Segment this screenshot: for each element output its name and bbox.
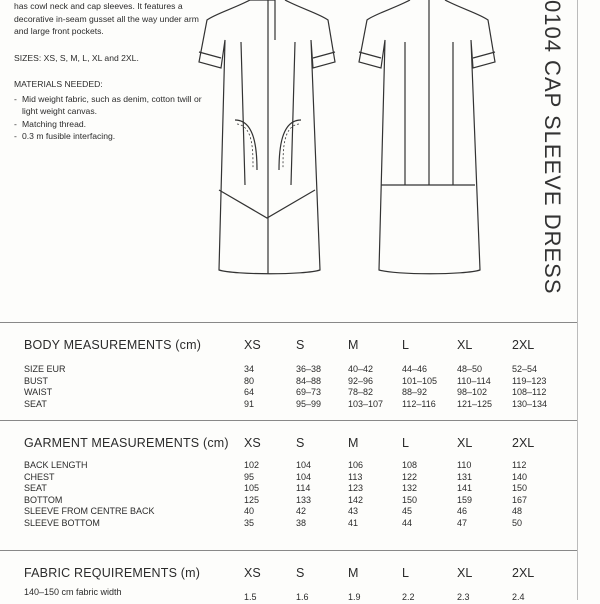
size-col-xs: XS [244, 566, 261, 580]
size-col-xs: XS [244, 436, 261, 450]
fabric-requirements-section: FABRIC REQUIREMENTS (m) XS S M L XL 2XL 140–150 cm fabric width 1.5 1.6 1.9 2.2 2.3 2.4 [0, 550, 577, 600]
right-border-line [577, 0, 578, 600]
materials-list [14, 93, 214, 143]
dress-back-view [359, 0, 495, 274]
dress-front-view [199, 0, 335, 274]
size-col-m: M [348, 436, 359, 450]
section-divider [0, 322, 577, 323]
sizes-text: SIZES: XS, S, M, L, XL and 2XL. [14, 52, 139, 63]
size-col-2xl: 2XL [512, 436, 535, 450]
size-col-2xl: 2XL [512, 566, 535, 580]
size-col-xl: XL [457, 436, 473, 450]
size-col-l: L [402, 436, 409, 450]
pattern-title-vertical [527, 0, 567, 295]
size-col-s: S [296, 436, 305, 450]
section-heading: FABRIC REQUIREMENTS (m) [24, 566, 201, 580]
size-col-m: M [348, 338, 359, 352]
section-heading: GARMENT MEASUREMENTS (cm) [24, 436, 229, 450]
pattern-title: 0104 CAP SLEEVE DRESS [540, 0, 565, 295]
section-heading: BODY MEASUREMENTS (cm) [24, 338, 202, 352]
size-col-m: M [348, 566, 359, 580]
materials-heading: MATERIALS NEEDED: [14, 79, 103, 89]
garment-measurements-section: GARMENT MEASUREMENTS (cm) XS S M L XL 2XL BACK LENGTH 102 104 106 108 110 112 CHEST 95 104 113 122 131 140 SEAT 105 114 123 132 141 150 BOTTOM 125 133 142 150 159 167 SLEEVE FROM CENTRE BACK 40 42 43 45 46 48 SLEEVE BOTTOM 35 38 41 44 47 50 [0, 420, 577, 550]
size-col-s: S [296, 566, 305, 580]
material-item: - Matching thread. [14, 118, 214, 131]
dress-technical-drawing [195, 0, 550, 285]
body-measurements-section: BODY MEASUREMENTS (cm) XS S M L XL 2XL SIZE EUR 34 36–38 40–42 44–46 48–50 52–54 BUST 80 84–88 92–96 101–105 110–114 119–123 WAIST 64 69–73 78–82 88–92 98–102 108–112 SEAT 91 95–99 103–107 112–116 121–125 130–134 [0, 322, 577, 420]
size-col-xl: XL [457, 566, 473, 580]
section-divider [0, 420, 577, 421]
section-divider [0, 550, 577, 551]
material-item: - Mid weight fabric, such as denim, cotton twill or light weight canvas. [14, 93, 214, 118]
size-col-xs: XS [244, 338, 261, 352]
size-col-2xl: 2XL [512, 338, 535, 352]
size-col-l: L [402, 566, 409, 580]
material-item: - 0.3 m fusible interfacing. [14, 130, 214, 143]
size-col-xl: XL [457, 338, 473, 352]
pattern-description [14, 0, 214, 143]
size-col-l: L [402, 338, 409, 352]
size-col-s: S [296, 338, 305, 352]
description-text: has cowl neck and cap sleeves. It features a decorative in-seam gusset all the way under arm and large front pockets. [14, 1, 199, 36]
